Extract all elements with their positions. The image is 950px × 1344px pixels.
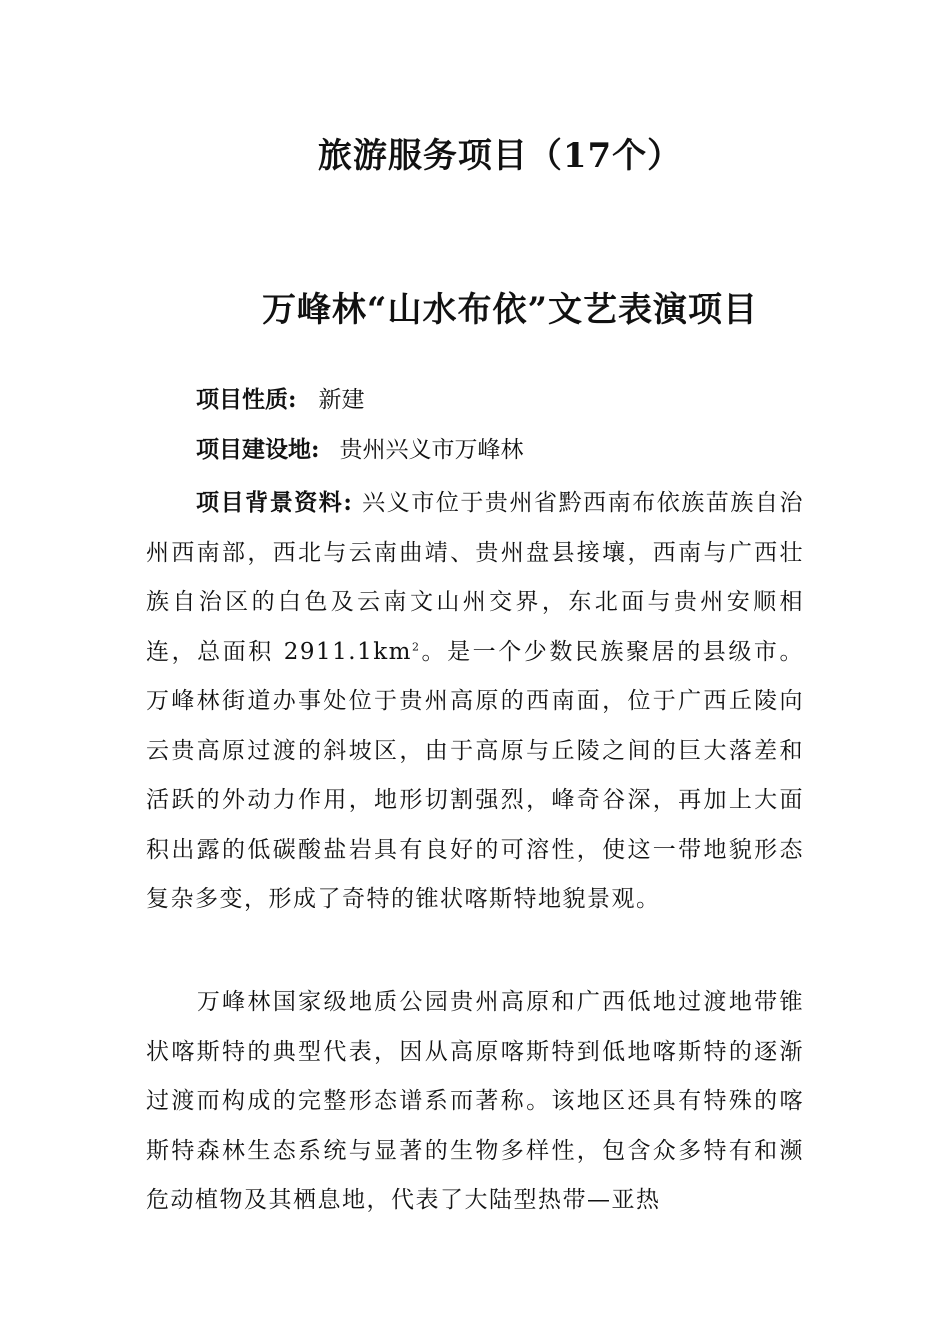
background-paragraph-1 xyxy=(146,478,804,925)
background-text-paragraph-2: 万峰林国家级地质公园贵州高原和广西低地过渡地带锥状喀斯特的典型代表，因从高原喀斯特到低地喀斯特的逐渐过渡而构成的完整形态谱系而著称。该地区还具有特殊的喀斯特森林生态系统与显著的生物多样性，包含众多特有和濒危动植物及其栖息地，代表了大陆型热带—亚热 xyxy=(146,989,804,1213)
project-title: 万峰林“山水布依”文艺表演项目 xyxy=(261,290,759,330)
project-nature-label: 项目性质: xyxy=(196,386,297,413)
area-unit-superscript: 2 xyxy=(411,639,421,653)
project-location-label: 项目建设地: xyxy=(196,436,320,463)
section-title: 旅游服务项目（17个） xyxy=(317,136,683,176)
project-location-field xyxy=(196,435,524,465)
background-text-part-1: 兴义市位于贵州省黔西南布依族苗族自治州西南部，西北与云南曲靖、贵州盘县接壤，西南与广西壮族自治区的白色及云南文山州交界，东北面与贵州安顺相连，总面积 2911.1km xyxy=(146,490,804,665)
background-label: 项目背景资料: xyxy=(196,489,354,516)
background-paragraph-2 xyxy=(146,978,804,1226)
project-location-value: 贵州兴义市万峰林 xyxy=(339,437,524,463)
project-nature-value: 新建 xyxy=(318,387,365,413)
project-nature-field xyxy=(196,385,365,415)
background-text-part-2: 。是一个少数民族聚居的县级市。万峰林街道办事处位于贵州高原的西南面，位于广西丘陵向云贵高原过渡的斜坡区，由于高原与丘陵之间的巨大落差和活跃的外动力作用，地形切割强烈，峰奇谷深，再加上大面积出露的低碳酸盐岩具有良好的可溶性，使这一带地貌形态复杂多变，形成了奇特的锥状喀斯特地貌景观。 xyxy=(146,638,804,912)
